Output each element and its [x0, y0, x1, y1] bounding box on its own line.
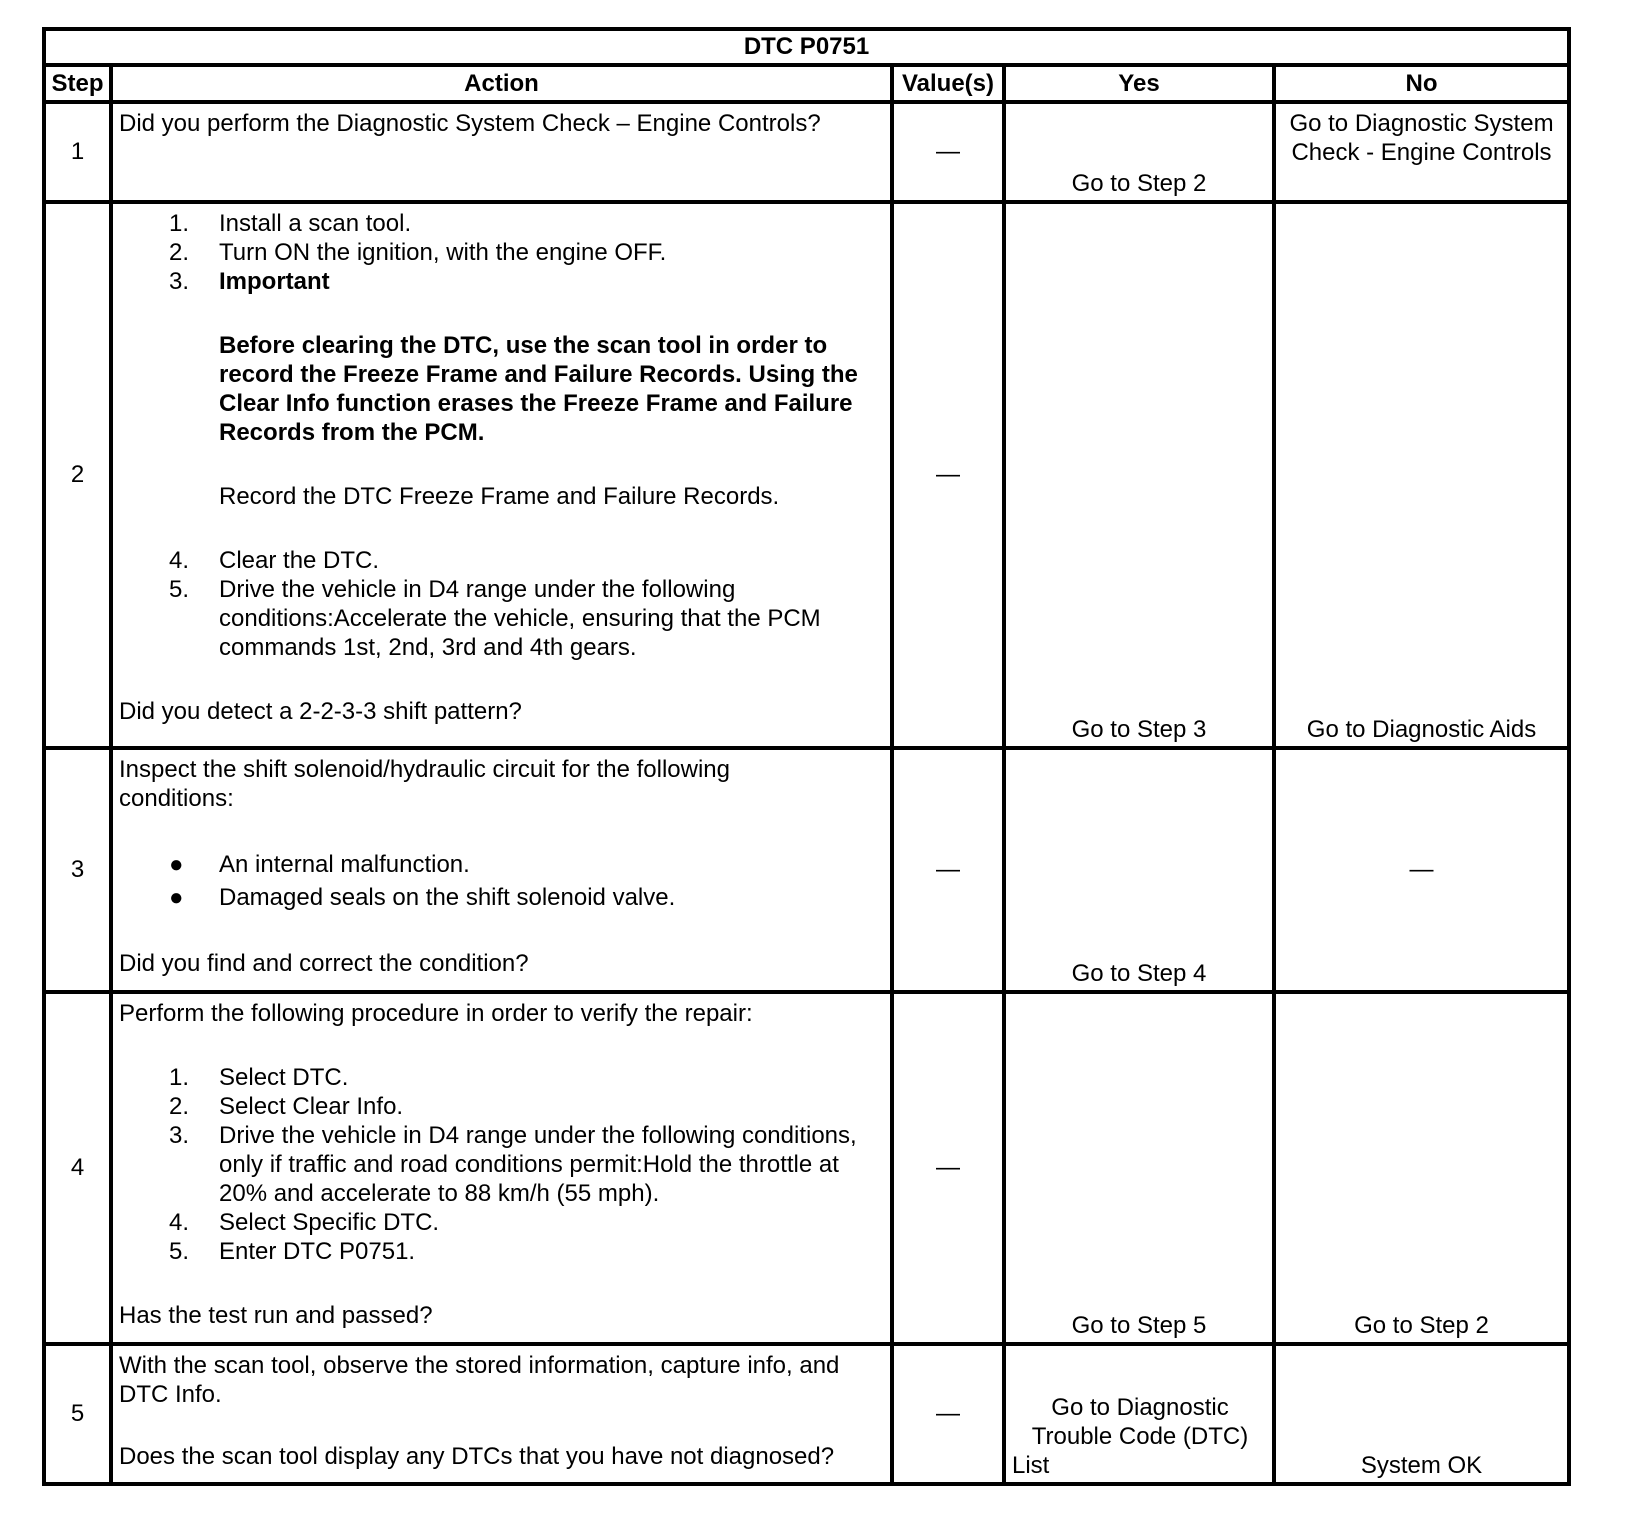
header-yes: Yes	[1004, 65, 1274, 102]
action-text: Did you perform the Diagnostic System Check – Engine Controls?	[119, 110, 821, 137]
no-text: Go to Step 2	[1354, 1312, 1489, 1339]
no-cell	[1274, 102, 1569, 202]
intro-text: With the scan tool, observe the stored information, capture info, and DTC Info.	[119, 1352, 840, 1408]
action-cell	[111, 992, 892, 1344]
step-number: 1	[44, 102, 111, 202]
values-cell: —	[892, 992, 1004, 1344]
important-note: Before clearing the DTC, use the scan tool in order to record the Freeze Frame and Failure Records. Using the Clear Info function erases the Freeze Frame and Failure Records from the PCM.	[219, 332, 858, 446]
condition-list	[119, 848, 886, 914]
procedure-list	[119, 1063, 886, 1266]
header-values: Value(s)	[892, 65, 1004, 102]
no-text: System OK	[1360, 1452, 1483, 1479]
action-cell	[111, 202, 892, 748]
action-cell	[111, 1344, 892, 1484]
no-cell	[1274, 748, 1569, 992]
values-cell: —	[892, 1344, 1004, 1484]
values-cell: —	[892, 102, 1004, 202]
step-number: 5	[44, 1344, 111, 1484]
table-row	[44, 202, 1569, 748]
values-cell: —	[892, 748, 1004, 992]
question-text: Has the test run and passed?	[119, 1302, 433, 1329]
values-cell: —	[892, 202, 1004, 748]
table-row	[44, 102, 1569, 202]
no-cell	[1274, 1344, 1569, 1484]
yes-cell	[1004, 102, 1274, 202]
yes-text: Go to Step 2	[1071, 170, 1207, 197]
list-item: 3. Drive the vehicle in D4 range under the following conditions, only if traffic and road conditions permit:Hold the throttle at 20% and accelerate to 88 km/h (55 mph).	[168, 1122, 857, 1207]
important-label: Important	[219, 268, 330, 295]
list-item: ● An internal malfunction.	[119, 848, 886, 881]
no-cell	[1274, 202, 1569, 748]
list-item: 2. Turn ON the ignition, with the engine OFF.	[168, 239, 667, 266]
record-text: Record the DTC Freeze Frame and Failure Records.	[219, 483, 780, 510]
no-cell	[1274, 992, 1569, 1344]
no-text: Go to Diagnostic System Check - Engine Controls	[1289, 110, 1554, 166]
yes-text: Go to Diagnostic Trouble Code (DTC) List	[1012, 1394, 1249, 1479]
intro-text: Perform the following procedure in order to verify the repair:	[119, 1000, 753, 1027]
table-row	[44, 748, 1569, 992]
table-row	[44, 992, 1569, 1344]
header-step: Step	[44, 65, 111, 102]
step-number: 4	[44, 992, 111, 1344]
step-number: 2	[44, 202, 111, 748]
yes-text: Go to Step 3	[1071, 716, 1207, 743]
list-item: 4. Clear the DTC.	[168, 547, 380, 574]
yes-text: Go to Step 5	[1071, 1312, 1207, 1339]
bullet-icon: ●	[169, 884, 184, 911]
list-item: ● Damaged seals on the shift solenoid valve.	[119, 881, 886, 914]
list-item: 3. Important Before clearing the DTC, use the scan tool in order to record the Freeze Frame and Failure Records. Using the Clear Info function erases the Freeze Frame and Failure Records from the PCM. Record the DTC Freeze Frame and Failure Records.	[119, 267, 886, 546]
table-title: DTC P0751	[44, 29, 1569, 65]
procedure-list	[119, 209, 886, 662]
intro-text: Inspect the shift solenoid/hydraulic circuit for the following conditions:	[119, 756, 730, 812]
header-action: Action	[111, 65, 892, 102]
list-item: 5. Drive the vehicle in D4 range under the following conditions:Accelerate the vehicle, ensuring that the PCM commands 1st, 2nd, 3rd and 4th gears.	[168, 576, 821, 661]
dtc-table	[42, 27, 1571, 1486]
yes-cell	[1004, 1344, 1274, 1484]
list-item: 2. Select Clear Info.	[168, 1093, 404, 1120]
yes-cell	[1004, 748, 1274, 992]
step-number: 3	[44, 748, 111, 992]
action-cell	[111, 748, 892, 992]
question-text: Did you detect a 2-2-3-3 shift pattern?	[119, 698, 522, 725]
yes-cell	[1004, 202, 1274, 748]
table-row	[44, 1344, 1569, 1484]
action-cell	[111, 102, 892, 202]
list-item: 1. Install a scan tool.	[168, 210, 412, 237]
question-text: Did you find and correct the condition?	[119, 950, 529, 977]
header-no: No	[1274, 65, 1569, 102]
question-text: Does the scan tool display any DTCs that you have not diagnosed?	[119, 1443, 835, 1470]
no-text: Go to Diagnostic Aids	[1306, 716, 1537, 743]
list-item: 1. Select DTC.	[168, 1064, 349, 1091]
list-item: 4. Select Specific DTC.	[168, 1209, 440, 1236]
no-text: —	[1409, 856, 1434, 883]
bullet-icon: ●	[169, 851, 184, 878]
yes-cell	[1004, 992, 1274, 1344]
yes-text: Go to Step 4	[1071, 960, 1207, 987]
list-item: 5. Enter DTC P0751.	[168, 1238, 416, 1265]
